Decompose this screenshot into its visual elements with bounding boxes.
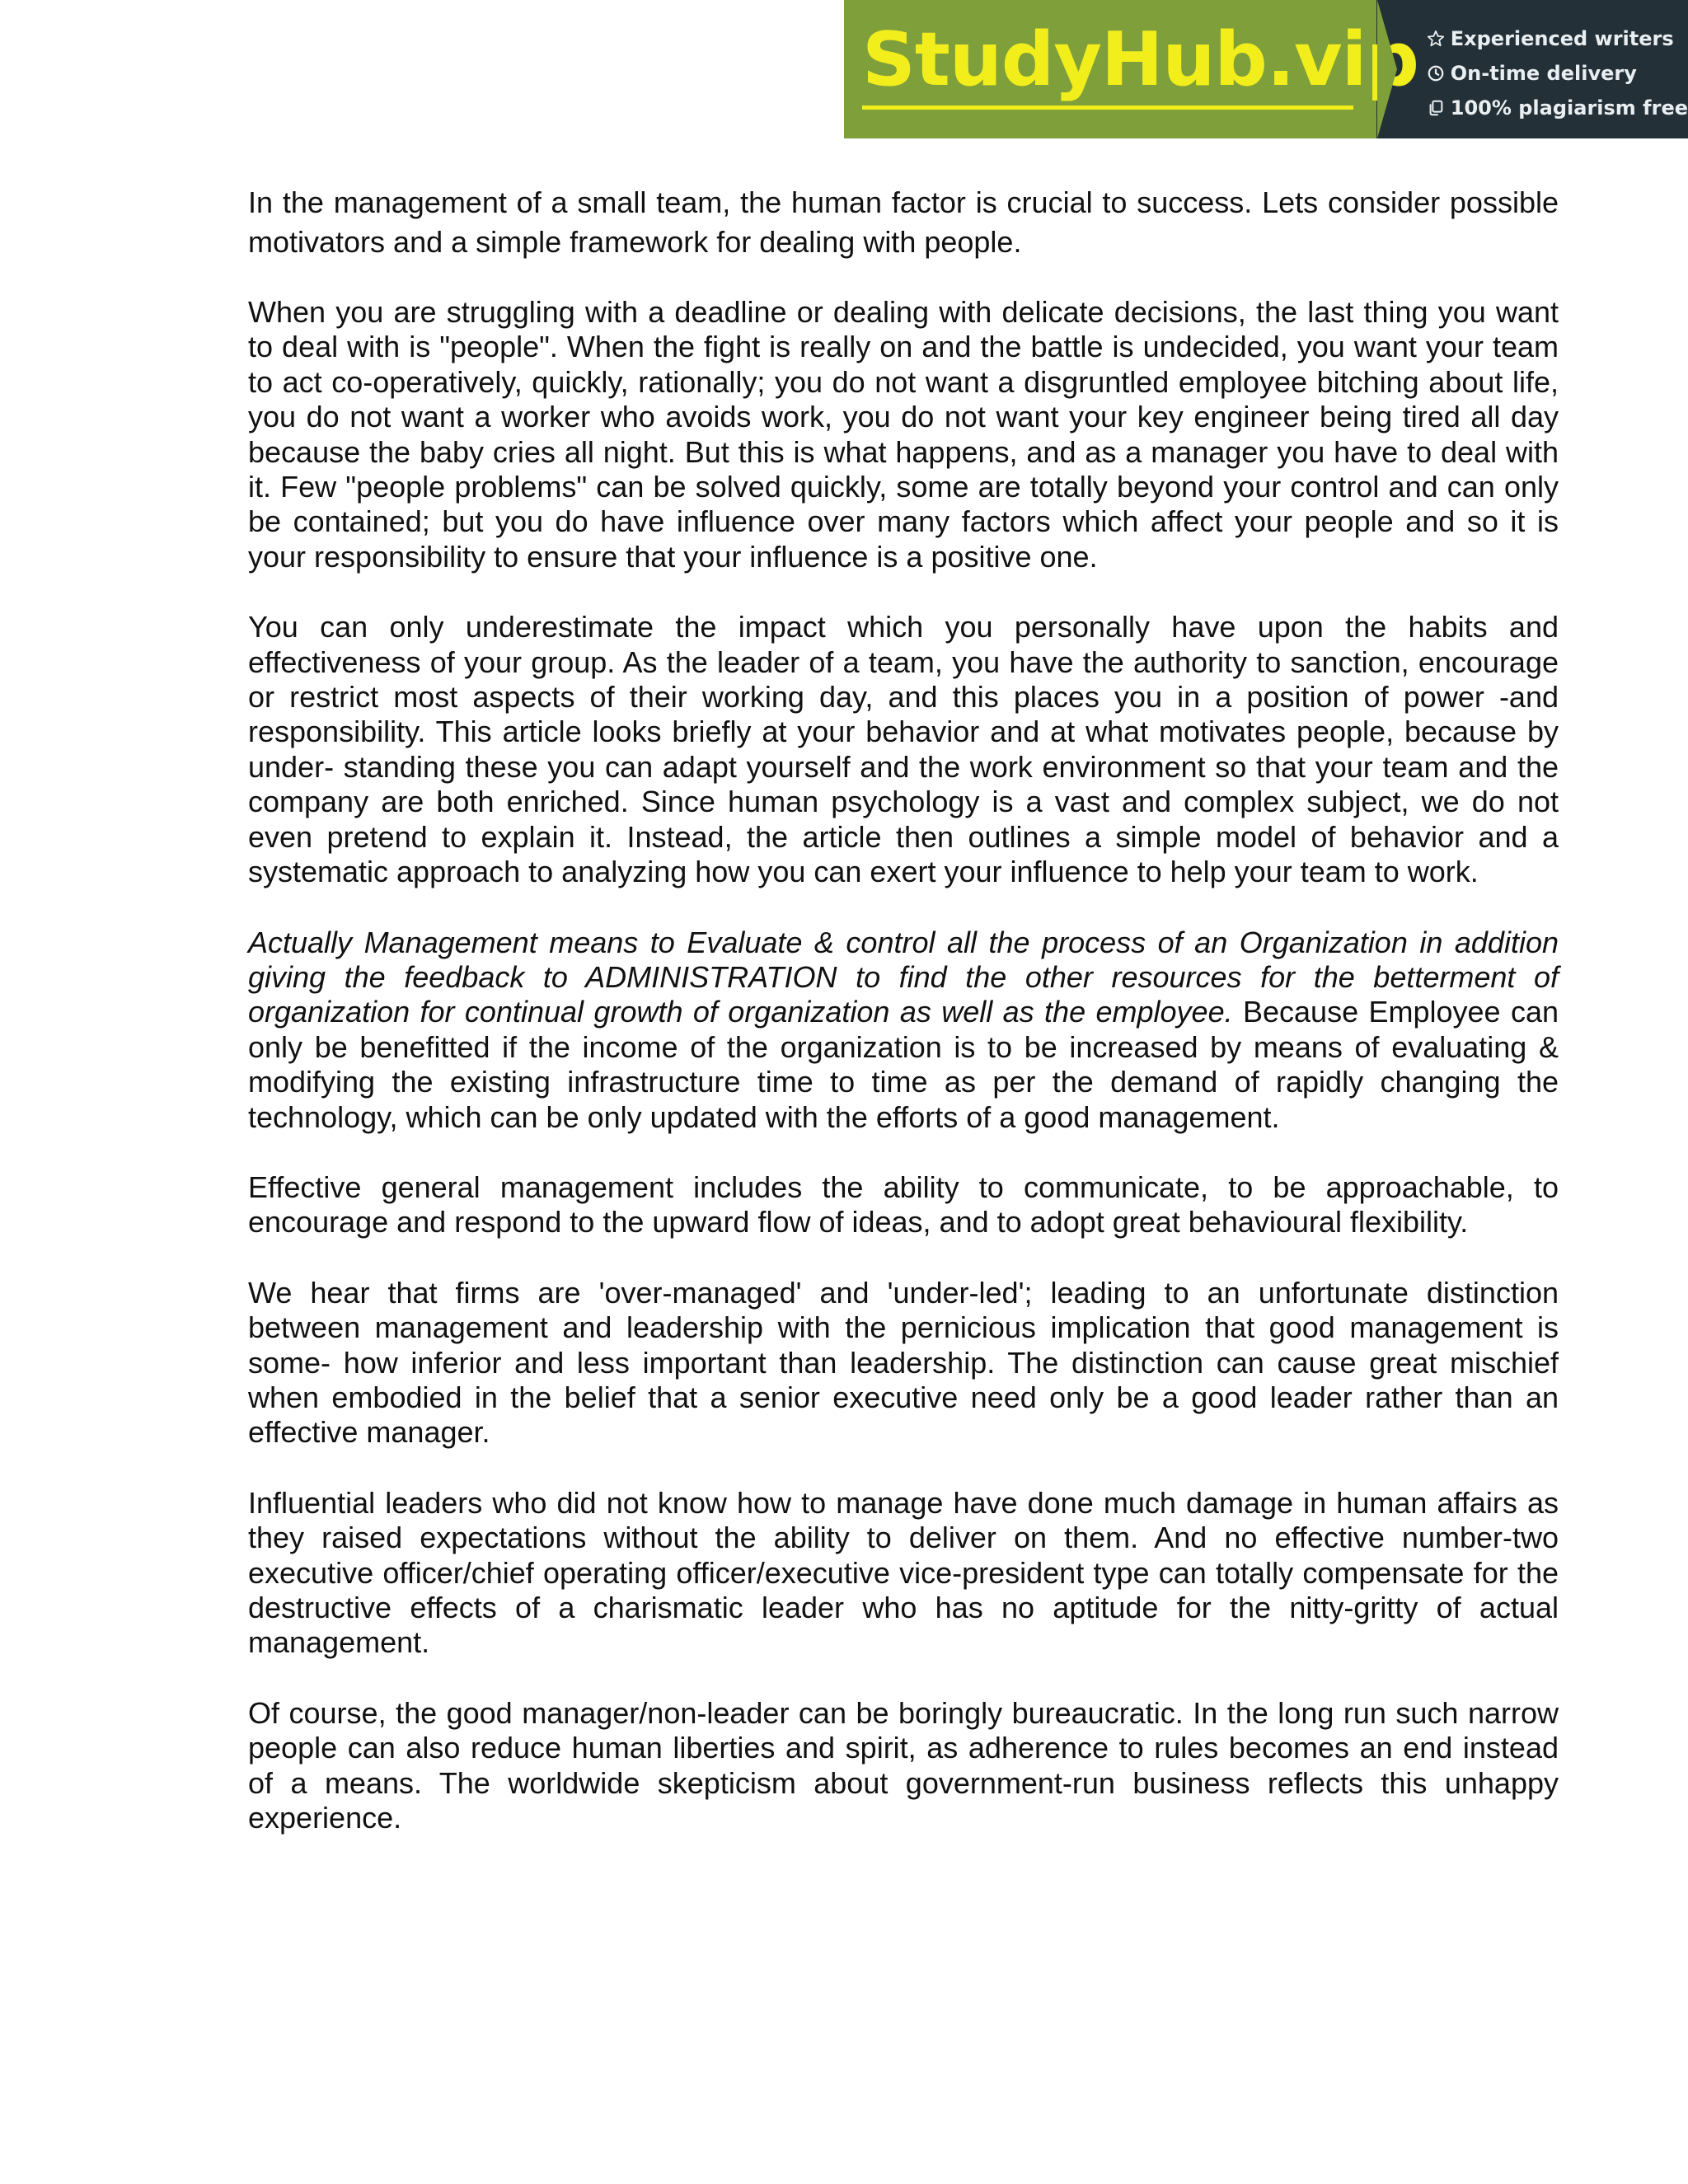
feature-experienced-writers <box>1426 21 1688 56</box>
star-icon <box>1426 29 1446 49</box>
logo-text: StudyHub.vip <box>862 16 1418 103</box>
paragraph-5: Effective general management includes the ability to communicate, to be approachable, to encourage and respond to the upward flow of ideas, and to adopt great behavioural flexibility. <box>248 1169 1559 1240</box>
document-body <box>248 183 1559 1871</box>
banner-arrow-divider <box>1377 0 1397 138</box>
paragraph-8: Of course, the good manager/non-leader can be boringly bureaucratic. In the long run such narrow people can also reduce human liberties and spirit, as adherence to rules becomes an end instead of a means. The worldwide skepticism about government-run business reflects this unhappy experience. <box>248 1695 1559 1835</box>
paragraph-2: When you are struggling with a deadline or dealing with delicate decisions, the last thing you want to deal with is "people". When the fight is really on and the battle is undecided, you want your team to act co-operatively, quickly, rationally; you do not want a disgruntled employee bitching about life, you do not want a worker who avoids work, you do not want your key engineer being tired all day because the baby cries all night. But this is what happens, and as a manager you have to deal with it. Few "people problems" can be solved quickly, some are totally beyond your control and can only be contained; but you do have influence over many factors which affect your people and so it is your responsibility to ensure that your influence is a positive one. <box>248 295 1559 574</box>
paragraph-4 <box>248 926 1559 1135</box>
studyhub-banner[interactable] <box>844 0 1688 138</box>
feature-label: Experienced writers <box>1450 27 1674 50</box>
paragraph-4-italic: Actually Management means to Evaluate & control all the process of an Organization in addition giving the feedback to ADMINISTRATION to find the other resources for the betterment of organization for continual growth of organization as well as the employee. <box>248 925 1559 1029</box>
feature-label: On-time delivery <box>1450 62 1637 85</box>
feature-on-time-delivery <box>1426 56 1688 91</box>
clock-icon <box>1426 63 1446 83</box>
feature-plagiarism-free <box>1426 91 1688 125</box>
copy-icon <box>1426 98 1446 118</box>
paragraph-4-text: Because Employee can only be benefitted if the income of the organization is to be increased by means of evaluating & modifying the existing infrastructure time to time as per the demand of rapidly changing the technology, which can be only updated with the efforts of a good management. <box>248 995 1559 1134</box>
paragraph-3: You can only underestimate the impact which you personally have upon the habits and effectiveness of your group. As the leader of a team, you have the authority to sanction, encourage or restrict most aspects of their working day, and this places you in a position of power -and responsibility. This article looks briefly at your behavior and at what motivates people, because by under- standing these you can adapt yourself and the work environment so that your team and the company are both enriched. Since human psychology is a vast and complex subject, we do not even pretend to explain it. Instead, the article then outlines a simple model of behavior and a systematic approach to analyzing how you can exert your influence to help your team to work. <box>248 610 1559 889</box>
paragraph-7: Influential leaders who did not know how to manage have done much damage in human affairs as they raised expectations without the ability to deliver on them. And no effective number-two executive officer/chief operating officer/executive vice-president type can totally compensate for the destructive effects of a charismatic leader who has no aptitude for the nitty-gritty of actual management. <box>248 1485 1559 1660</box>
logo-underline <box>862 105 1353 110</box>
studyhub-logo[interactable] <box>844 0 1418 138</box>
paragraph-6: We hear that firms are 'over-managed' and 'under-led'; leading to an unfortunate distinction between management and leadership with the pernicious implication that good management is some- how inferior and less important than leadership. The distinction can cause great mischief when embodied in the belief that a senior executive need only be a good leader rather than an effective manager. <box>248 1275 1559 1450</box>
banner-features <box>1376 0 1688 138</box>
paragraph-1: In the management of a small team, the human factor is crucial to success. Lets consider possible motivators and a simple framework for dealing with people. <box>248 185 1559 259</box>
feature-label: 100% plagiarism free <box>1450 96 1688 120</box>
